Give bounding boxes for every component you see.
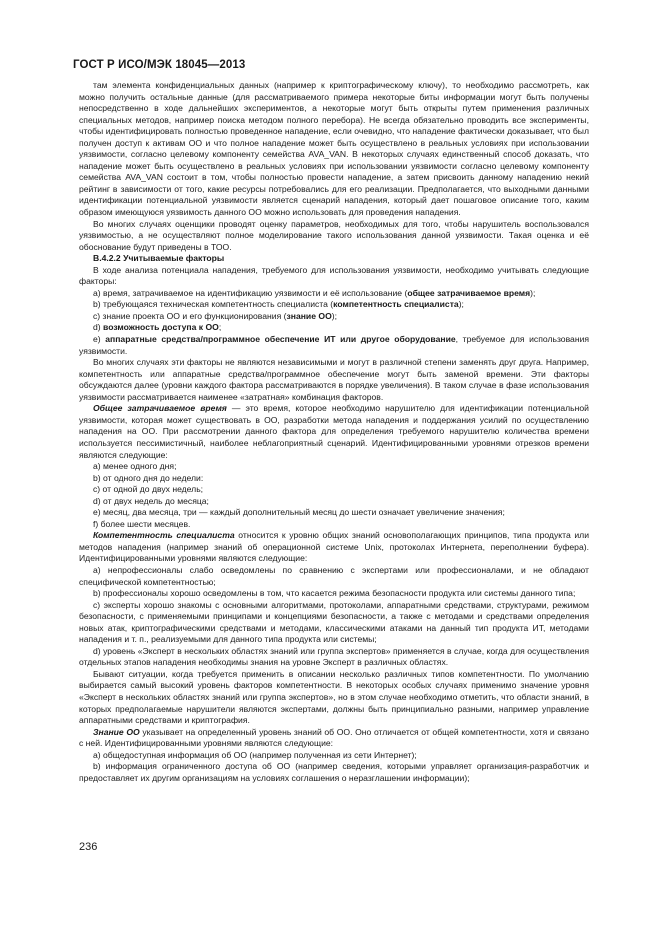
term: Компетентность специалиста bbox=[93, 530, 235, 541]
list-item: f) более шести месяцев. bbox=[93, 518, 191, 529]
paragraph: В ходе анализа потенциала нападения, требуемого для использования уязвимости, необходимо учитывать следующие факторы: bbox=[79, 264, 589, 287]
list-item: а) время, затрачиваемое на идентификацию уязвимости и её использование (общее затрачиваемое время); bbox=[93, 287, 536, 298]
list-item: e) аппаратные средства/программное обеспечение ИТ или другое оборудование, требуемое для использования уязвимости. bbox=[79, 334, 590, 356]
paragraph: Знание ОО указывает на определенный уровень знаний об ОО. Оно отличается от общей компетентности, хотя и связано с ней. Идентифицированными уровнями являются следующие: bbox=[79, 726, 590, 749]
page-number: 236 bbox=[79, 841, 98, 853]
list-item: c) эксперты хорошо знакомы с основными алгоритмами, протоколами, аппаратными средствами, структурами, режимом безопасности, с применяемыми принципами и концепциями безопасности, а также с методами и средствами определения новых атак, криптографическими средствами и методами, классическими атаками на данный тип продукта ИТ, методами нападения и т. п., реализуемыми для данного типа продукта или системы; bbox=[79, 599, 589, 645]
page-body bbox=[79, 80, 589, 784]
list-item: b) от одного дня до недели: bbox=[93, 472, 204, 483]
list-item: а) общедоступная информация об ОО (например полученная из сети Интернет); bbox=[93, 749, 417, 760]
term: Знание ОО bbox=[93, 726, 140, 737]
paragraph: Бывают ситуации, когда требуется применить в описании несколько различных типов компетентности. По умолчанию выбирается самый высокий уровень факторов компетентности. В некоторых особых случаях применимо значение уровня «Эксперт в нескольких областях знаний или группа экспертов», но в этом случае необходимо отметить, что области знаний, в которых предполагаемые нарушители являются экспертами, должны быть принципиально разными, например управление аппаратными средствами и криптография. bbox=[79, 668, 589, 726]
page-header: ГОСТ Р ИСО/МЭК 18045—2013 bbox=[73, 59, 246, 71]
list-item: b) информация ограниченного доступа об ОО (например сведения, которыми управляет организация-разработчик и предоставляет их другим организациям на условиях соглашения о неразглашении информации); bbox=[79, 761, 589, 783]
paragraph: Во многих случаях эти факторы не являются независимыми и могут в различной степени заменять друг друга. Например, компетентность или аппаратные средства/программное обеспечение могут быть заменой времени. Эти факторы обсуждаются далее (уровни каждого фактора рассматриваются в порядке увеличения). В таком случае в фазе использования уязвимости рассматривается наименее «затратная» комбинация факторов. bbox=[79, 357, 589, 402]
section-heading: B.4.2.2 Учитываемые факторы bbox=[93, 253, 225, 264]
term: Общее затрачиваемое время bbox=[93, 403, 227, 414]
list-item: а) менее одного дня; bbox=[93, 461, 177, 472]
paragraph: Общее затрачиваемое время — это время, которое необходимо нарушителю для идентификации потенциальной уязвимости, которая может существовать в ОО, разработки метода нападения и поддержания усилий по осуществлению нападения на ОО. При рассмотрении данного фактора для определения требуемого нарушителю количества времени используется пессимистичный, наиболее неблагоприятный сценарий. Идентифицированными уровнями отрезков времени являются следующие: bbox=[79, 403, 589, 460]
list-item: e) месяц, два месяца, три — каждый дополнительный месяц до шести означает увеличение значения; bbox=[93, 507, 505, 518]
list-item: b) требующаяся техническая компетентность специалиста (компетентность специалиста); bbox=[93, 299, 464, 310]
list-item: b) профессионалы хорошо осведомлены в том, что касается режима безопасности продукта или системы данного типа; bbox=[93, 588, 576, 599]
list-item: c) знание проекта ОО и его функционирования (знание ОО); bbox=[93, 310, 338, 321]
list-item: а) непрофессионалы слабо осведомлены по сравнению с экспертами или профессионалами, и не обладают специфической компетентностью; bbox=[79, 564, 589, 587]
list-item: d) от двух недель до месяца; bbox=[93, 495, 209, 506]
paragraph: там элемента конфиденциальных данных (например к криптографическому ключу), то необходимо рассмотреть, как можно получить остальные данные (для рассматриваемого примера некоторые биты информации могут быть получены непосредственно в ходе дальнейших экспериментов, а некоторые могут быть открыты путем применения различных специальных методов, например поиска методом полного перебора). Не всегда обязательно проводить все эксперименты, чтобы идентифицировать полностью проведенное нападение, если очевидно, что нападение фактически доказывает, что был получен доступ к активам ОО и что полное нападение может быть осуществлено в реальных условиях при использовании уязвимости, согласно целевому компоненту семейства AVA_VAN. В некоторых случаях единственный способ доказать, что нападение может быть осуществлено в реальных условиях при использовании уязвимости согласно целевому компоненту семейства AVA_VAN состоит в том, чтобы полностью провести нападение, а затем присвоить данному нападению некий рейтинг в зависимости от того, какие ресурсы потребовались для его реализации. Предполагается, что выходными данными идентификации потенциальной уязвимости является сценарий нападения, который дает пошаговое описание того, каким образом имеющуюся уязвимость данного ОО можно использовать для проведения нападения. bbox=[79, 80, 589, 218]
list-item: c) от одной до двух недель; bbox=[93, 484, 204, 495]
list-item: d) уровень «Эксперт в нескольких областях знаний или группа экспертов» применяется в случае, когда для осуществления отдельных этапов нападения необходимы знания на уровне Эксперт в различных областях. bbox=[79, 645, 589, 668]
paragraph: Компетентность специалиста относится к уровню общих знаний основополагающих принципов, типа продукта или методов нападения (например знаний об операционной системе Unix, протоколах Интернета, переполнении буфера). Идентифицированными уровнями являются следующие: bbox=[79, 530, 589, 564]
paragraph: Во многих случаях оценщики проводят оценку параметров, необходимых для того, чтобы нарушитель воспользовался уязвимостью, а не осуществляют полное моделирование такого использования данной уязвимости. Такая оценка и её обоснование будут приведены в ТОО. bbox=[79, 218, 589, 252]
list-item: d) возможность доступа к ОО; bbox=[93, 322, 222, 333]
